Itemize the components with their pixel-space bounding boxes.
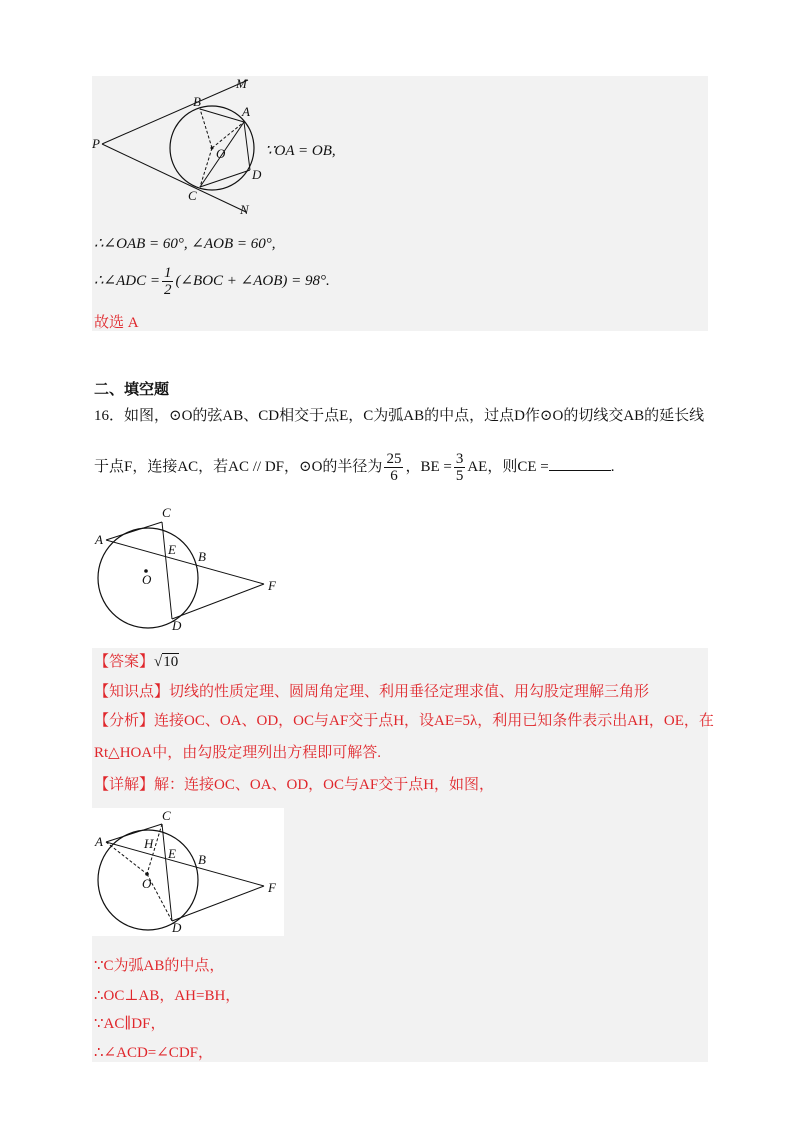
tangent-pb (102, 80, 248, 144)
label-e: E (168, 542, 176, 557)
seg-ba (200, 109, 244, 122)
center-dot (211, 147, 214, 150)
label-n: N (240, 202, 249, 217)
label-d: D (172, 618, 182, 633)
fraction-half: $\frac{1}{2}$ (163, 265, 172, 299)
step-4: ∴∠ACD=∠CDF， (94, 1045, 213, 1061)
seg-oc (200, 148, 212, 187)
label-o: O (216, 146, 226, 161)
line-ac (106, 824, 162, 842)
prev-line-2-post: (∠BOC + ∠AOB) = 98°. (175, 273, 330, 289)
seg-ob (200, 109, 212, 148)
label-c: C (188, 188, 197, 203)
prev-line-2-pre: ∴∠ADC = (94, 273, 160, 289)
be-fraction: $\frac{3}{5}$ (455, 451, 464, 485)
label-c: C (162, 505, 171, 520)
line-cd (162, 824, 172, 921)
analysis-line-2: Rt△HOA中，由勾股定理列出方程即可解答. (94, 745, 381, 761)
section-title: 二、填空题 (94, 382, 170, 398)
prev-line-1: ∴∠OAB = 60°, ∠AOB = 60°, (94, 236, 276, 252)
line-ac (106, 522, 162, 540)
q16-line-2-mid: ，BE = (405, 459, 452, 475)
q16-line-2-end: . (610, 459, 615, 475)
detail-tag: 【详解】 (94, 777, 155, 793)
line-oa (106, 842, 147, 874)
label-c: C (162, 808, 171, 823)
seg-dc (200, 170, 250, 187)
label-p: P (92, 136, 100, 151)
answer-tag: 【答案】 (94, 654, 155, 670)
knowledge-line (94, 682, 649, 702)
q16-line-2-post: AE，则CE = (467, 459, 549, 475)
label-f: F (268, 578, 276, 593)
label-b: B (198, 549, 206, 564)
line-cd (162, 522, 172, 619)
q16-line-1: 16．如图，⊙O的弦AB、CD相交于点E，C为弧AB的中点，过点D作⊙O的切线交AB的延长线 (94, 408, 705, 424)
label-f: F (268, 880, 276, 895)
label-d: D (252, 167, 262, 182)
choice-answer: 故选 A (94, 315, 139, 331)
answer-line (94, 652, 179, 672)
q16-figure (92, 504, 292, 634)
label-a: A (242, 104, 250, 119)
answer-blank (549, 456, 611, 471)
label-a: A (95, 532, 103, 547)
label-b: B (198, 852, 206, 867)
label-m: M (236, 76, 247, 91)
analysis-text-1: 连接OC、OA、OD，OC与AF交于点H，设AE=5λ，利用已知条件表示出AH，OE，在 (154, 713, 714, 729)
q16-line-2 (94, 448, 614, 486)
label-o: O (142, 572, 152, 587)
seg-oa (212, 122, 244, 148)
line-af (106, 540, 264, 584)
q16-line-2-pre: 于点F，连接AC，若AC // DF，⊙O的半径为 (94, 459, 383, 475)
step-1: ∵C为弧AB的中点， (94, 958, 225, 974)
prev-line-2 (94, 262, 330, 300)
label-a: A (95, 834, 103, 849)
line-af (106, 842, 264, 886)
analysis-tag: 【分析】 (94, 713, 155, 729)
oa-equals-ob: ∵OA = OB, (265, 143, 336, 159)
analysis-line-1 (94, 711, 714, 731)
line-df (172, 584, 264, 619)
step-2: ∴OC⊥AB，AH=BH， (94, 988, 241, 1004)
label-b: B (193, 94, 201, 109)
line-df (172, 886, 264, 921)
sqrt-ten: √10 (154, 654, 179, 670)
detail-line (94, 775, 494, 795)
label-e: E (168, 846, 176, 861)
knowledge-text: 切线的性质定理、圆周角定理、利用垂径定理求值、用勾股定理解三角形 (169, 684, 650, 700)
label-o: O (142, 876, 152, 891)
detail-text: 解：连接OC、OA、OD，OC与AF交于点H，如图， (154, 777, 495, 793)
previous-figure (92, 76, 292, 221)
step-3: ∵AC∥DF， (94, 1016, 166, 1032)
label-d: D (172, 920, 182, 935)
label-h: H (144, 836, 154, 851)
knowledge-tag: 【知识点】 (94, 684, 170, 700)
solution-figure (92, 808, 284, 936)
radius-fraction: $\frac{25}{6}$ (386, 451, 402, 485)
